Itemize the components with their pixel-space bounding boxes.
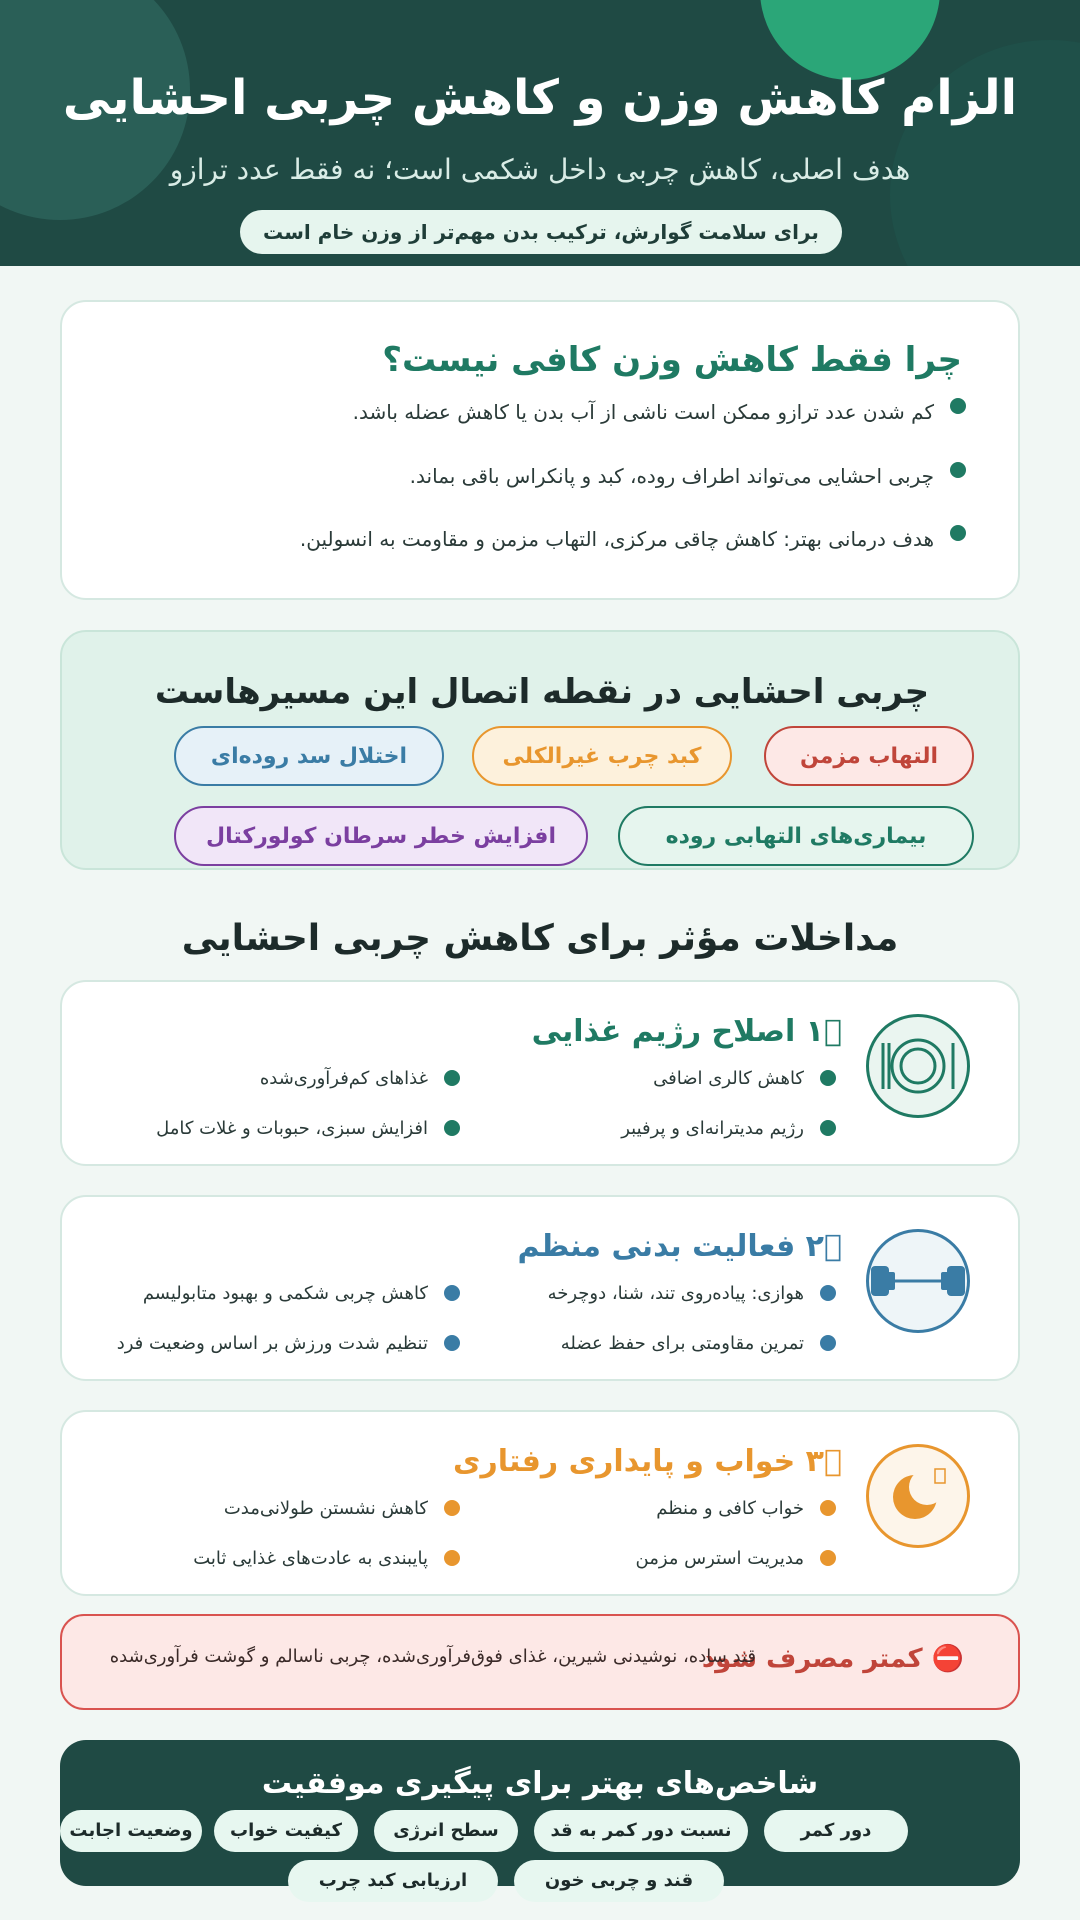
- bullet-dot: [820, 1500, 836, 1516]
- bullet-dot: [820, 1550, 836, 1566]
- avoid-banner: [60, 1614, 1020, 1710]
- chip-ibd: بیماری‌های التهابی روده: [618, 806, 974, 866]
- intervention-bullet: کاهش کالری اضافی: [653, 1068, 804, 1089]
- intervention-title: ۱️⃣ اصلاح رژیم غذایی: [531, 1014, 842, 1049]
- bullet-dot: [444, 1550, 460, 1566]
- metric-pill: کیفیت خواب: [214, 1810, 358, 1852]
- why-card: [60, 300, 1020, 600]
- metric-pill: نسبت دور کمر به قد: [534, 1810, 748, 1852]
- intervention-bullet: کاهش چربی شکمی و بهبود متابولیسم: [142, 1283, 428, 1304]
- intervention-bullet: تمرین مقاومتی برای حفظ عضله: [560, 1333, 804, 1354]
- intervention-bullet: افزایش سبزی، حبوبات و غلات کامل: [156, 1118, 428, 1139]
- page-subtitle: هدف اصلی، کاهش چربی داخل شکمی است؛ نه فقط عدد ترازو: [169, 153, 911, 186]
- decorative-circle: [760, 0, 940, 80]
- header-banner: [0, 0, 1080, 266]
- bullet-dot: [444, 1335, 460, 1351]
- bullet-dot: [820, 1070, 836, 1086]
- bullet-dot: [950, 398, 966, 414]
- header-note-pill: برای سلامت گوارش، ترکیب بدن مهم‌تر از وزن خام است: [240, 210, 842, 254]
- bullet-dot: [444, 1070, 460, 1086]
- bullet-dot: [444, 1500, 460, 1516]
- bullet-dot: [444, 1120, 460, 1136]
- intervention-card-sleep: [60, 1410, 1020, 1596]
- bullet-dot: [820, 1120, 836, 1136]
- intervention-bullet: خواب کافی و منظم: [656, 1498, 804, 1519]
- connection-card: [60, 630, 1020, 870]
- plate-icon: [866, 1014, 970, 1118]
- avoid-title: ⛔ کمتر مصرف شود: [701, 1644, 964, 1674]
- bullet-dot: [820, 1285, 836, 1301]
- intervention-title: ۲️⃣ فعالیت بدنی منظم: [517, 1229, 842, 1264]
- page-title: الزام کاهش وزن و کاهش چربی احشایی: [62, 70, 1018, 126]
- intervention-bullet: تنظیم شدت ورزش بر اساس وضعیت فرد: [116, 1333, 428, 1354]
- metric-pill: وضعیت اجابت: [60, 1810, 202, 1852]
- metric-pill: دور کمر: [764, 1810, 908, 1852]
- interventions-title: مداخلات مؤثر برای کاهش چربی احشایی: [181, 918, 899, 959]
- why-item: چربی احشایی می‌تواند اطراف روده، کبد و پانکراس باقی بماند.: [409, 464, 934, 488]
- chip-colorectal-cancer: افزایش خطر سرطان کولورکتال: [174, 806, 588, 866]
- bullet-dot: [820, 1335, 836, 1351]
- intervention-bullet: رژیم مدیترانه‌ای و پرفیبر: [621, 1118, 804, 1139]
- chip-fatty-liver: کبد چرب غیرالکلی: [472, 726, 732, 786]
- intervention-bullet: مدیریت استرس مزمن: [635, 1548, 804, 1569]
- chip-gut-barrier: اختلال سد روده‌ای: [174, 726, 444, 786]
- metrics-panel: [60, 1740, 1020, 1891]
- connection-title: چربی احشایی در نقطه اتصال این مسیرهاست: [154, 672, 930, 712]
- chip-inflammation: التهاب مزمن: [764, 726, 974, 786]
- bullet-dot: [444, 1285, 460, 1301]
- avoid-text: قند ساده، نوشیدنی شیرین، غذای فوق‌فرآوری‌شده، چربی ناسالم و گوشت فرآوری‌شده: [109, 1646, 756, 1667]
- bullet-dot: [950, 462, 966, 478]
- metric-pill: ارزیابی کبد چرب: [288, 1860, 498, 1902]
- intervention-bullet: پایبندی به عادت‌های غذایی ثابت: [193, 1548, 428, 1569]
- moon-icon: [866, 1444, 970, 1548]
- intervention-card-diet: [60, 980, 1020, 1166]
- dumbbell-icon: [866, 1229, 970, 1333]
- intervention-bullet: غذاهای کم‌فرآوری‌شده: [259, 1068, 428, 1089]
- why-item: هدف درمانی بهتر: کاهش چاقی مرکزی، التهاب مزمن و مقاومت به انسولین.: [299, 527, 934, 551]
- intervention-bullet: هوازی: پیاده‌روی تند، شنا، دوچرخه: [547, 1283, 804, 1304]
- metric-pill: سطح انرژی: [374, 1810, 518, 1852]
- metrics-title: شاخص‌های بهتر برای پیگیری موفقیت: [261, 1766, 819, 1801]
- bullet-dot: [950, 525, 966, 541]
- intervention-card-activity: [60, 1195, 1020, 1381]
- metric-pill: قند و چربی خون: [514, 1860, 724, 1902]
- why-title: چرا فقط کاهش وزن کافی نیست؟: [382, 340, 962, 380]
- why-item: کم شدن عدد ترازو ممکن است ناشی از آب بدن یا کاهش عضله باشد.: [352, 400, 934, 424]
- intervention-bullet: کاهش نشستن طولانی‌مدت: [223, 1498, 428, 1519]
- intervention-title: ۳️⃣ خواب و پایداری رفتاری: [453, 1444, 842, 1479]
